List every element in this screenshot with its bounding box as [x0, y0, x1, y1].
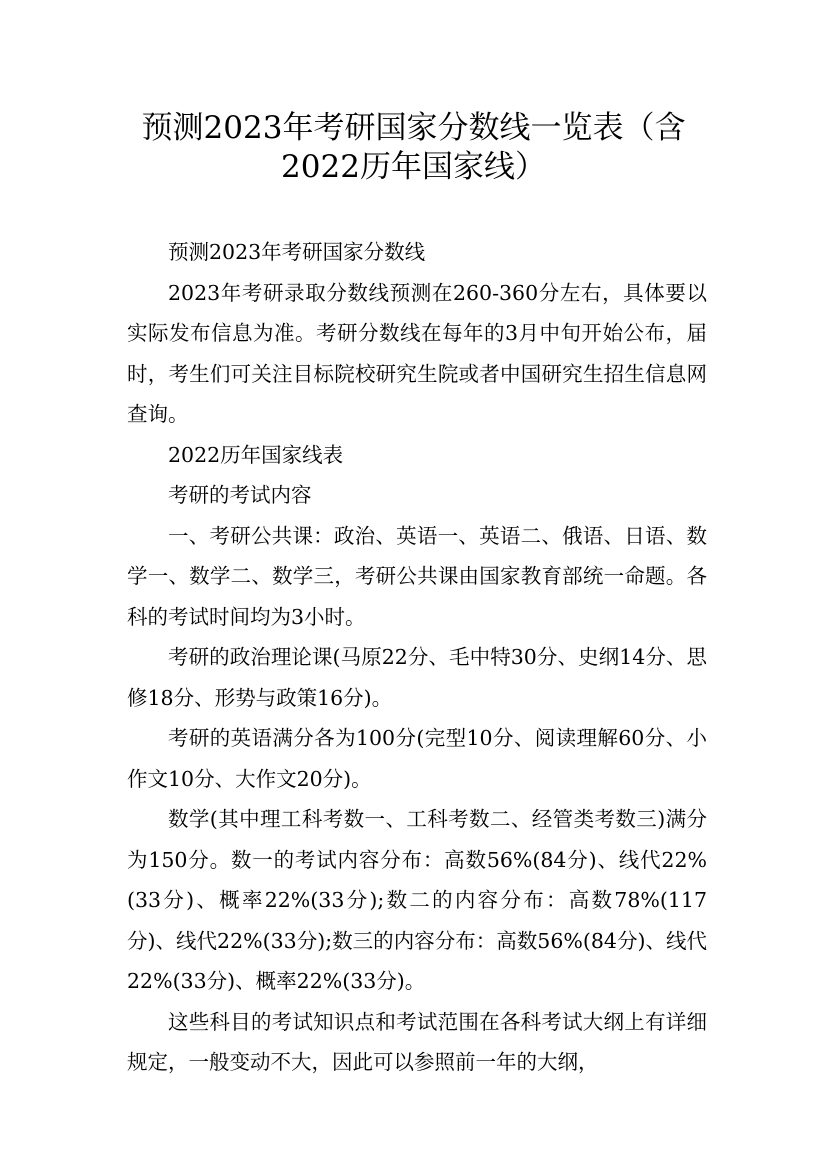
paragraph-heading-history: 2022历年国家线表: [168, 442, 344, 467]
document-title-line2: 2022历年国家线）: [281, 149, 546, 185]
paragraph-prediction-text: 2023年考研录取分数线预测在260-360分左右，具体要以实际发布信息为准。考研分数线在每年的3月中旬开始公布，届时，考生们可关注目标院校研究生院或者中国研究生招生信息网查询。: [127, 280, 707, 426]
document-body: [127, 232, 707, 1083]
paragraph-public-courses: 一、考研公共课：政治、英语一、英语二、俄语、日语、数学一、数学二、数学三，考研公共课由国家教育部统一命题。各科的考试时间均为3小时。: [127, 523, 707, 629]
paragraph-english: 考研的英语满分各为100分(完型10分、阅读理解60分、小作文10分、大作文20分)。: [127, 726, 707, 791]
paragraph-math: 数学(其中理工科考数一、工科考数二、经管类考数三)满分为150分。数一的考试内容分布：高数56%(84分)、线代22%(33分)、概率22%(33分);数二的内容分布：高数78%(117分)、线代22%(33分);数三的内容分布：高数56%(84分)、线代22%(33分)、概率22%(33分)。: [127, 807, 707, 993]
document-title-line1: 预测2023年考研国家分数线一览表（含: [141, 110, 686, 146]
paragraph-syllabus: 这些科目的考试知识点和考试范围在各科考试大纲上有详细规定，一般变动不大，因此可以参照前一年的大纲，: [127, 1009, 707, 1074]
paragraph-heading-prediction: 预测2023年考研国家分数线: [168, 240, 426, 264]
paragraph-politics: 考研的政治理论课(马原22分、毛中特30分、史纲14分、思修18分、形势与政策16分)。: [127, 645, 707, 710]
paragraph-heading-content: 考研的考试内容: [168, 483, 312, 507]
